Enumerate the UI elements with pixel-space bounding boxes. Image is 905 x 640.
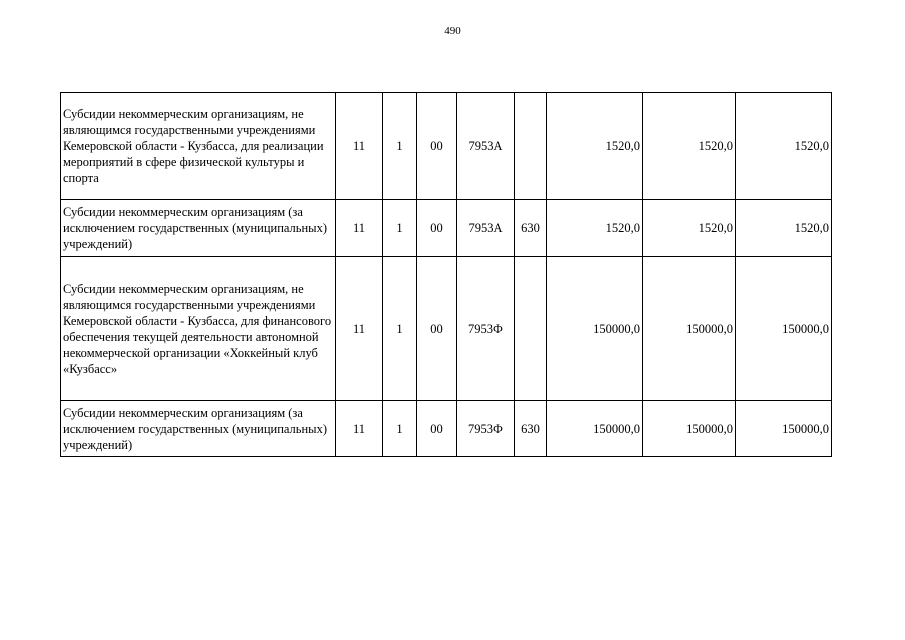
amount-3-cell: 150000,0 [736,401,832,457]
code-cell: 7953А [457,93,515,200]
subsection-cell: 1 [383,93,417,200]
row-description: Субсидии некоммерческим организациям, не являющимся государственными учреждениями Кемеровской области - Кузбасса, для финансового обеспечения текущей деятельности автономной некоммерческой организации «Хоккейный клуб «Кузбасс» [61,257,336,401]
amount-2-cell: 150000,0 [643,401,736,457]
amount-3-cell: 1520,0 [736,93,832,200]
code-cell: 7953Ф [457,401,515,457]
amount-2-cell: 150000,0 [643,257,736,401]
subsection-cell: 1 [383,200,417,257]
subsection-cell: 1 [383,257,417,401]
amount-1-cell: 150000,0 [547,401,643,457]
code-cell: 7953Ф [457,257,515,401]
amount-1-cell: 150000,0 [547,257,643,401]
amount-3-cell: 1520,0 [736,200,832,257]
amount-3-cell: 150000,0 [736,257,832,401]
table-row [61,200,832,257]
section-cell: 11 [336,93,383,200]
expense-type-cell: 630 [515,200,547,257]
section-cell: 11 [336,401,383,457]
section-cell: 11 [336,200,383,257]
section-cell: 11 [336,257,383,401]
subsection-cell: 1 [383,401,417,457]
expense-type-cell [515,257,547,401]
row-description: Субсидии некоммерческим организациям (за исключением государственных (муниципальных) учреждений) [61,401,336,457]
program-cell: 00 [417,93,457,200]
table-row [61,93,832,200]
amount-2-cell: 1520,0 [643,200,736,257]
row-description: Субсидии некоммерческим организациям (за исключением государственных (муниципальных) учреждений) [61,200,336,257]
expense-type-cell [515,93,547,200]
table-row [61,257,832,401]
amount-2-cell: 1520,0 [643,93,736,200]
table-row [61,401,832,457]
amount-1-cell: 1520,0 [547,93,643,200]
page-number: 490 [444,25,461,37]
expense-type-cell: 630 [515,401,547,457]
row-description: Субсидии некоммерческим организациям, не являющимся государственными учреждениями Кемеровской области - Кузбасса, для реализации мероприятий в сфере физической культуры и спорта [61,93,336,200]
program-cell: 00 [417,401,457,457]
budget-table [60,92,832,457]
program-cell: 00 [417,200,457,257]
program-cell: 00 [417,257,457,401]
amount-1-cell: 1520,0 [547,200,643,257]
code-cell: 7953А [457,200,515,257]
